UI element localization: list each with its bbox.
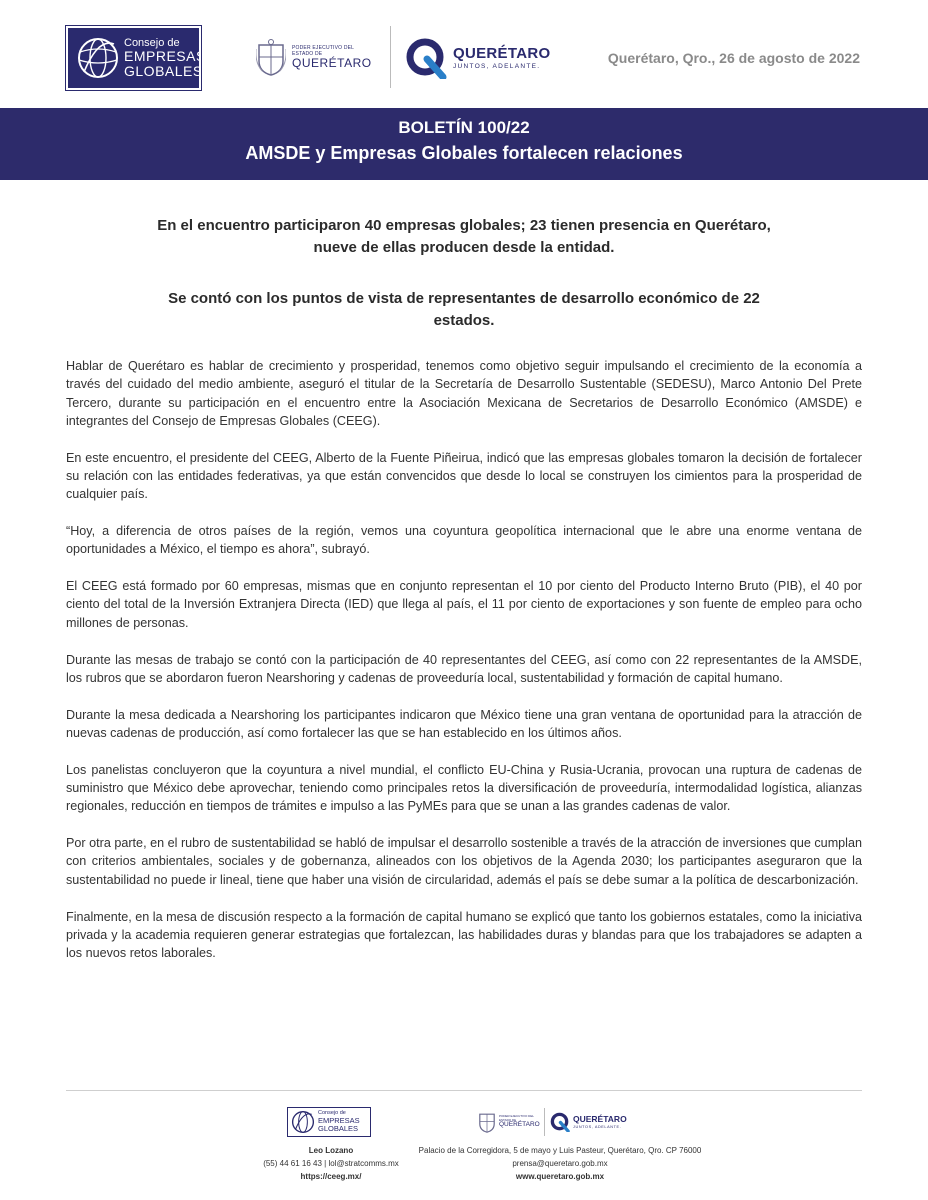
poder-ejecutivo-logo <box>256 36 376 80</box>
poder-logo-line2: QUERÉTARO <box>292 55 372 70</box>
poder-logo-line1: PODER EJECUTIVO DEL ESTADO DE <box>292 45 354 57</box>
paragraph: Por otra parte, en el rubro de sustentabilidad se habló de impulsar el desarrollo sostenible a través de la atracción de inversiones que cumplan con criterios ambientales, sociales y de gobernanza, alineados con los objetivos de la Agenda 2030; los participantes aseguraron que la sustentabilidad no puede ir lineal, tiene que haber una visión de circularidad, además el país se debe sumar a la política de descarbonización. <box>66 836 862 887</box>
ceeg-logo-line1: Consejo de <box>124 36 180 49</box>
coat-of-arms-icon <box>256 39 286 77</box>
footer-website[interactable]: www.queretaro.gob.mx <box>515 1172 605 1181</box>
ceeg-logo <box>66 26 206 90</box>
queretaro-q-icon <box>405 37 447 79</box>
footer-government-logos <box>478 1106 638 1138</box>
footer-ceeg-line3: GLOBALES <box>318 1123 359 1133</box>
queretaro-logo-tagline: JUNTOS, ADELANTE. <box>453 62 541 70</box>
coat-of-arms-icon <box>478 1110 496 1134</box>
footer-queretaro-name: QUERÉTARO <box>573 1114 627 1125</box>
paragraph: Hablar de Querétaro es hablar de crecimiento y prosperidad, tenemos como objetivo seguir impulsando el crecimiento de la economía a través del cuidado del medio ambiente, aseguró el titular de la Secretaría de Desarrollo Sustentable (SEDESU), Marco Antonio Del Prete Tercero, durante su participación en el encuentro entre la Asociación Mexicana de Secretarios de Desarrollo Económico (AMSDE) e integrantes del Consejo de Empresas Globales (CEEG). <box>66 359 862 428</box>
globe-icon <box>76 36 120 80</box>
footer-ceeg-logo <box>287 1107 371 1137</box>
paragraph: Los panelistas concluyeron que la coyuntura a nivel mundial, el conflicto EU-China y Rusia-Ucrania, provocan una ruptura de cadenas de suministro que México debe aprovechar, teniendo como principales retos la diversificación de proveeduría, intermodalidad logística, alianzas regionales, reducción en tiempos de trámites e impulso a las PyMEs para que se unan a las grandes cadenas de valor. <box>66 762 862 814</box>
contact-website[interactable]: https://ceeg.mx/ <box>300 1172 362 1181</box>
footer-poder-line1: PODER EJECUTIVO DEL ESTADO DE <box>499 1114 534 1122</box>
paragraph: Finalmente, en la mesa de discusión respecto a la formación de capital humano se explicó que tanto los gobiernos estatales, como la iniciativa privada y la academia requieren generar estrategias que fortalezcan, las habilidades duras y blandas para que los trabajadores se adapten a los nuevos retos laborales. <box>66 909 862 961</box>
footer-ceeg-line2: EMPRESAS <box>318 1116 360 1125</box>
ceeg-logo-line2: EMPRESAS <box>124 48 206 65</box>
footer-logo-divider <box>544 1108 545 1136</box>
title-banner <box>0 108 928 180</box>
footer-press-email[interactable]: prensa@queretaro.gob.mx <box>512 1159 608 1168</box>
contact-email[interactable]: lol@stratcomms.mx <box>328 1159 399 1168</box>
footer-contact: Leo Lozano (55) 44 61 16 43 | lol@stratcomms.mx https://ceeg.mx/ <box>256 1144 406 1183</box>
globe-icon <box>291 1110 315 1134</box>
footer-queretaro-tagline: JUNTOS, ADELANTE. <box>573 1124 622 1129</box>
footer-address-block <box>400 1144 720 1183</box>
headline: AMSDE y Empresas Globales fortalecen relaciones <box>245 143 683 163</box>
document-date: Querétaro, Qro., 26 de agosto de 2022 <box>607 50 860 66</box>
paragraph: El CEEG está formado por 60 empresas, mismas que en conjunto representan el 10 por ciento del Producto Interno Bruto (PIB), el 40 por ciento del total de la Inversión Extranjera Directa (IED) que llega al país, el 11 por ciento de exportaciones y son fuente de empleo para ocho millones de personas. <box>66 579 862 630</box>
subtitle-1: En el encuentro participaron 40 empresas globales; 23 tienen presencia en Querétaro, nueve de ellas producen desde la entidad. <box>157 217 771 256</box>
footer-address: Palacio de la Corregidora, 5 de mayo y Luis Pasteur, Querétaro, Qro. CP 76000 <box>418 1146 702 1155</box>
paragraph: En este encuentro, el presidente del CEEG, Alberto de la Fuente Piñeirua, indicó que las empresas globales tomaron la decisión de fortalecer su relación con las entidades federativas, ya que están convencidos que desde lo local se construyen los cimientos para la prosperidad de cualquier país. <box>66 450 862 502</box>
ceeg-logo-line3: GLOBALES <box>124 62 203 79</box>
subtitle-2: Se contó con los puntos de vista de representantes de desarrollo económico de 22 estados. <box>168 290 760 329</box>
footer-divider <box>66 1090 862 1091</box>
header-divider <box>390 26 391 88</box>
bulletin-number: BOLETÍN 100/22 <box>398 118 530 137</box>
queretaro-logo <box>405 36 565 80</box>
paragraph: “Hoy, a diferencia de otros países de la región, vemos una coyuntura geopolítica internacional que le abre una enorme ventana de oportunidades a México, el tiempo es ahora”, subrayó. <box>66 524 862 557</box>
paragraph: Durante la mesa dedicada a Nearshoring los participantes indicaron que México tiene una gran ventana de oportunidad para la atracción de nuevas cadenas de producción, así como fortalecer las que se han establecido en los últimos años. <box>66 707 862 740</box>
contact-phone: (55) 44 61 16 43 <box>263 1159 322 1168</box>
queretaro-logo-name: QUERÉTARO <box>453 45 551 63</box>
article-body <box>66 357 862 981</box>
footer-poder-line2: QUERÉTARO <box>499 1120 540 1128</box>
paragraph: Durante las mesas de trabajo se contó con la participación de 40 representantes del CEEG, así como con 22 representantes de la AMSDE, los rubros que se abordaron fueron Nearshoring y cadenas de proveeduría local, sustentabilidad y formación de capital humano. <box>66 652 862 685</box>
footer-ceeg-line1: Consejo de <box>318 1110 346 1117</box>
contact-name: Leo Lozano <box>308 1146 354 1155</box>
queretaro-q-icon <box>550 1112 570 1132</box>
